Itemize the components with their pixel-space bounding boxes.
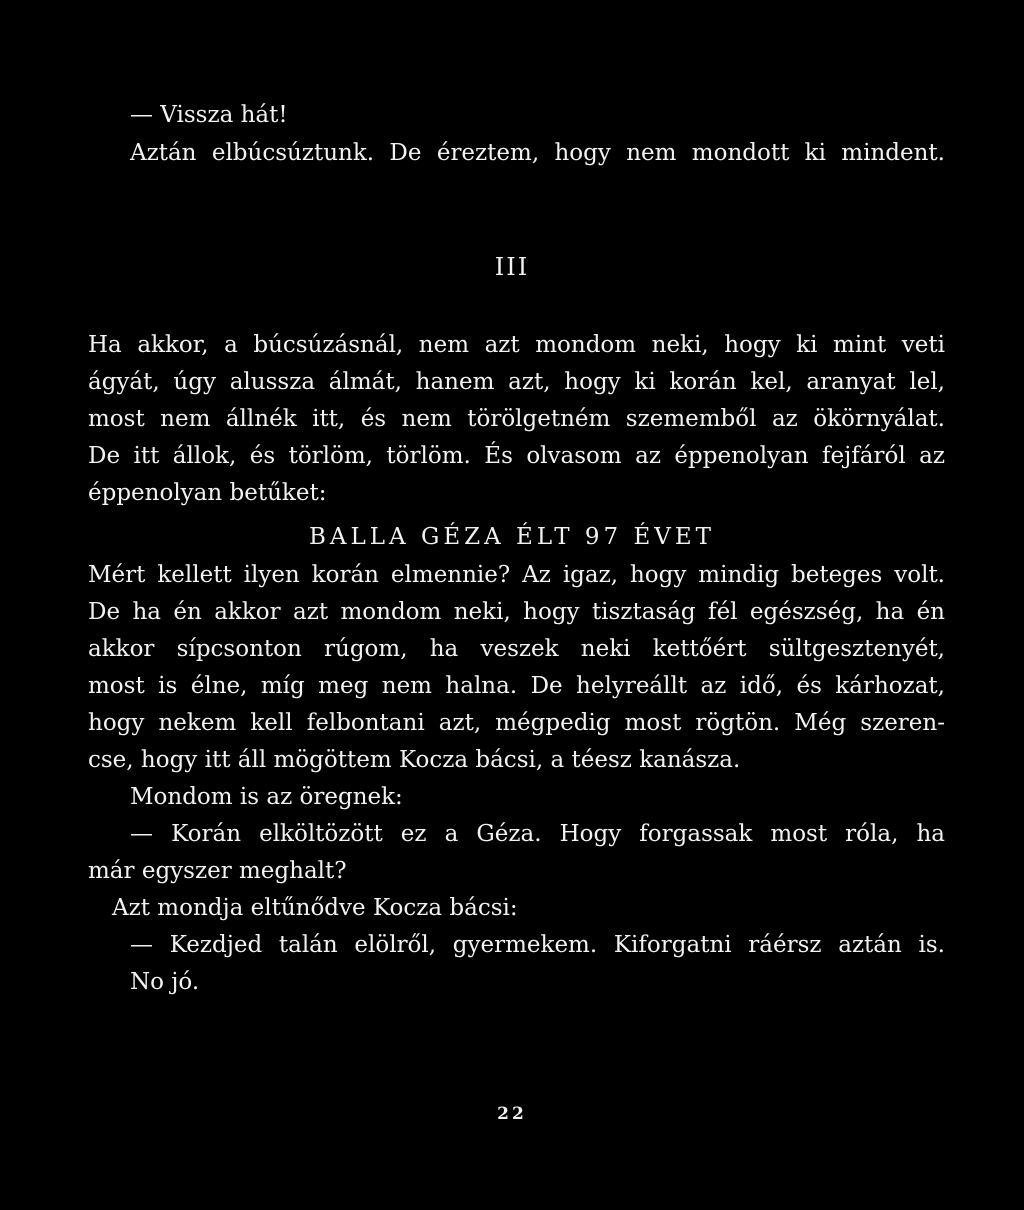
paragraph-line: Ha akkor, a búcsúzásnál, nem azt mondom neki, hogy ki mint veti bbox=[88, 332, 945, 358]
paragraph-line: most nem állnék itt, és nem törölgetném szememből az ökörnyálat. bbox=[88, 406, 945, 432]
paragraph-line: éppenolyan betűket: bbox=[88, 480, 327, 506]
dialogue-line: — Korán elköltözött ez a Géza. Hogy forgassak most róla, ha bbox=[130, 821, 945, 847]
dialogue-line: Azt mondja eltűnődve Kocza bácsi: bbox=[112, 895, 518, 921]
grave-inscription: BALLA GÉZA ÉLT 97 ÉVET bbox=[309, 524, 715, 550]
paragraph-line: hogy nekem kell felbontani azt, mégpedig most rögtön. Még szeren- bbox=[88, 710, 945, 736]
paragraph-line: cse, hogy itt áll mögöttem Kocza bácsi, a téesz kanásza. bbox=[88, 747, 741, 773]
dialogue-line: már egyszer meghalt? bbox=[88, 858, 347, 884]
paragraph-line: akkor sípcsonton rúgom, ha veszek neki kettőért sültgesztenyét, bbox=[88, 636, 945, 662]
paragraph-line: Mért kellett ilyen korán elmennie? Az igaz, hogy mindig beteges volt. bbox=[88, 562, 945, 588]
intro-line-1: — Vissza hát! bbox=[130, 102, 288, 128]
intro-line-2: Aztán elbúcsúztunk. De éreztem, hogy nem mondott ki mindent. bbox=[130, 140, 945, 166]
page-number: 22 bbox=[497, 1104, 527, 1124]
dialogue-line: No jó. bbox=[130, 969, 200, 995]
paragraph-line: most is élne, míg meg nem halna. De helyreállt az idő, és kárhozat, bbox=[88, 673, 945, 699]
paragraph-line: ágyát, úgy alussza álmát, hanem azt, hogy ki korán kel, aranyat lel, bbox=[88, 369, 945, 395]
paragraph-line: De ha én akkor azt mondom neki, hogy tisztaság fél egészség, ha én bbox=[88, 599, 945, 625]
paragraph-line: De itt állok, és törlöm, törlöm. És olvasom az éppenolyan fejfáról az bbox=[88, 443, 945, 469]
section-heading: III bbox=[494, 253, 530, 281]
dialogue-line: Mondom is az öregnek: bbox=[130, 784, 403, 810]
dialogue-line: — Kezdjed talán elölről, gyermekem. Kiforgatni ráérsz aztán is. bbox=[130, 932, 945, 958]
